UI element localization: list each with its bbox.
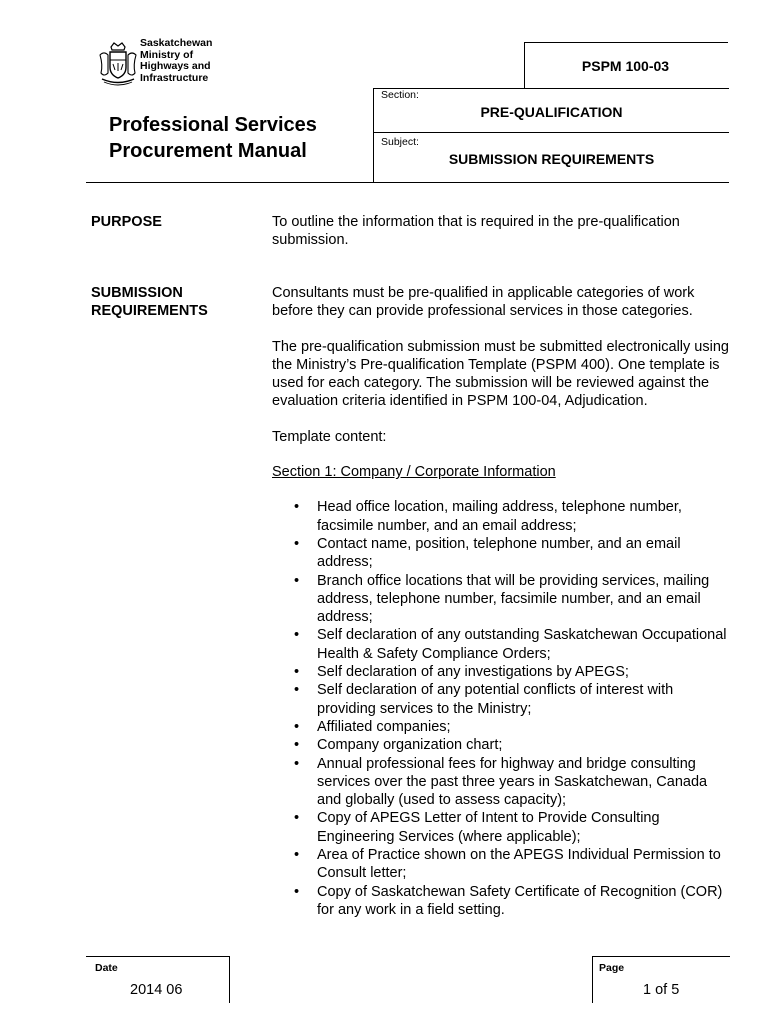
list-item: • Annual professional fees for highway and bridge consulting services over the past three years in Saskatchewan, Canada and globally (used to assess capacity); [272,755,732,810]
paragraph: Consultants must be pre-qualified in applicable categories of work before they can provide professional services in those categories. [272,285,695,320]
date-label: Date [95,962,118,974]
submission-heading [91,284,251,320]
list-item: • Area of Practice shown on the APEGS Individual Permission to Consult letter; [272,846,732,883]
date-value: 2014 06 [130,982,183,998]
section1-title: Section 1: Company / Corporate Information [272,464,556,481]
submission-heading-line: SUBMISSION [91,285,183,301]
list-item: • Self declaration of any potential conflicts of interest with providing services to the Ministry; [272,681,732,718]
org-line: Ministry of [140,48,194,61]
purpose-heading: PURPOSE [91,214,162,230]
header-divider [374,88,729,89]
list-item: • Branch office locations that will be providing services, mailing address, telephone number, facsimile number, and an email address; [272,572,732,627]
list-item: • Company organization chart; [272,736,732,754]
org-line: Saskatchewan [140,37,213,49]
list-item: • Self declaration of any outstanding Saskatchewan Occupational Health & Safety Compliance Orders; [272,626,732,663]
organization-name [140,38,212,84]
paragraph: The pre-qualification submission must be submitted electronically using the Ministry’s Pre-qualification Template (PSPM 400). One template is used for each category. The submission will be reviewed against the evaluation criteria identified in PSPM 100-04, Adjudication. [272,338,729,410]
saskatchewan-crest-icon [96,41,140,87]
purpose-text: To outline the information that is required in the pre-qualification submission. [272,214,680,249]
manual-title [109,112,317,164]
header-divider [373,88,374,183]
submission-heading-line: REQUIREMENTS [91,303,208,319]
section-label: Section: [381,89,419,101]
requirements-list [272,498,732,919]
submission-body [272,284,732,919]
page-label: Page [599,962,625,974]
template-intro: Template content: [272,428,387,445]
org-line: Infrastructure [140,71,209,84]
section-value: PRE-QUALIFICATION [480,104,623,120]
subject-label: Subject: [381,136,419,148]
subject-value: SUBMISSION REQUIREMENTS [448,151,655,167]
manual-title-line: Procurement Manual [109,140,307,162]
list-item: • Copy of APEGS Letter of Intent to Provide Consulting Engineering Services (where applicable); [272,809,732,846]
org-line: Highways and [140,60,211,72]
page-number: 1 of 5 [643,982,680,998]
header-divider [374,132,729,133]
list-item: • Head office location, mailing address, telephone number, facsimile number, and an email address; [272,498,732,535]
list-item: • Affiliated companies; [272,718,732,736]
document-code: PSPM 100-03 [581,58,670,74]
list-item: • Copy of Saskatchewan Safety Certificate of Recognition (COR) for any work in a field setting. [272,883,732,920]
list-item: • Contact name, position, telephone number, and an email address; [272,535,732,572]
header-divider [86,182,729,183]
list-item: • Self declaration of any investigations by APEGS; [272,663,732,681]
manual-title-line: Professional Services [109,114,317,136]
